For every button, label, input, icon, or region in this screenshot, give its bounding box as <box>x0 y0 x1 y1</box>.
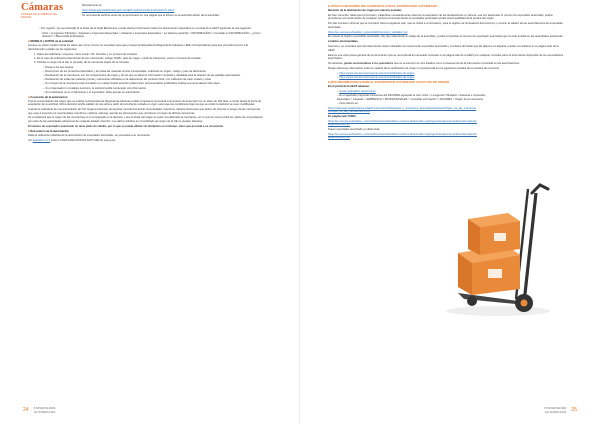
model-list <box>28 53 264 65</box>
camara-link[interactable]: https://www.camara.es/comercio-exterior/certificados-de-origen <box>339 75 415 79</box>
model-sub-item: – Declaración de la mercancía, con los componentes de origen y de los que se dispone información completa y detallada para la relación de las partidas arancelarias. <box>43 74 264 77</box>
revocation-text: Dada la utilización indebida de la autorización de exportador autorizado, se procederá a su revocación. <box>28 134 151 138</box>
subheading-1: Revisión de la declaración de origen por efectos postales <box>328 9 402 13</box>
camara-links <box>328 72 564 79</box>
aeat-list <box>328 90 487 105</box>
model-sub-item: – Si el solicitante no es el fabricante o el exportador, debe aportar su autorización. <box>43 91 264 94</box>
taric-link-2[interactable]: https://ec.europa.eu/taxation_customs/business/calculation-customs-duties/rules-origin/general-aspects-preferential-origin/arrangements-list_en <box>328 133 477 140</box>
model-heading: ■ MODELO y DATOS de la solicitud <box>28 40 73 44</box>
left-footer <box>19 407 56 415</box>
aeat-guide-link[interactable]: Guías publicadas: Exportación <box>339 90 376 94</box>
camara-link[interactable]: https://www.camara.es/comercio-exterior/certificados-de-origen <box>339 71 415 75</box>
subheading-4: En página web TARIC: <box>328 114 357 118</box>
validity-text-2: Cuando el solicitante de una autorización de IVO tenga la intención de exportar mercancías desde otros Estados miembros, deberá observarse que deben de informar el origen de las mercancías que vaya a exportar por esos Estados miembros y deberá, además, aportar los documentos que corroboren el origen de dichas mercancías. <box>28 108 261 115</box>
right-page <box>300 0 600 424</box>
revocation-heading: ■ Revocación de la autorización <box>28 129 69 133</box>
camaras-logo <box>21 2 65 18</box>
intro-link[interactable]: https://www.agenciatributaria.gob.es/AEAT.sede/procedimientoini/GC47.shtml <box>82 8 175 12</box>
right-page-number: 25 <box>571 407 577 414</box>
right-footer-title-1: EXPORTADOR <box>544 406 567 411</box>
left-page-number: 24 <box>23 407 29 414</box>
section-heading-2: ■ MÁS INFORMACIÓN SOBRE EL EXPORTADOR AUTORIZADO A EFECTOS DE ORIGEN <box>328 79 450 84</box>
logo-wordmark: Cámaras <box>21 2 64 13</box>
model-list-item: 3. Solicitar el origen de la UE, si procede, de la mercancía objeto de la consulta. <box>37 61 264 64</box>
aeat-direct-link[interactable]: https://www.agenciatributaria.es/AEAT.internet/Inicio/Aduanas_e_Impuestos_Especiales/Aduanas/Origen_de_las_mercancias/Origen_de_las_mercancias.shtml <box>328 106 477 114</box>
section-heading-1: ■ OTRAS CUESTIONES RELACIONADAS CON EL EXPORTADOR AUTORIZADO <box>328 3 437 8</box>
register-bullet: – Por registro: (se recomienda) Si el titular de la Sede Electrónica, puede obtener información sobre los documentos requeridos en el portal de la AEAT siguiendo la ruta siguiente: <box>39 27 264 30</box>
model-list-item: 1. Datos del solicitante, empresa, razón social, CIF, domicilio y su persona de contacto. <box>37 53 264 56</box>
model-sub-item: – Si el origen de la mercancía está vinculado a un determinado acuerdo preferencial, documentación justificativa relativa a la acumulación del origen. <box>43 82 264 85</box>
model-sub-item: – Pasos a los que aspirar. <box>43 66 264 69</box>
model-sub-item: – Descripción de los productos fabricados y de todas las materias primas incorporadas, indicando su origen, código y país de fabricación. <box>43 70 264 73</box>
left-footer-title-1: EXPORTADOR <box>33 406 56 411</box>
right-column <box>328 3 564 141</box>
aeat-list-item: – En el apartado preguntas frecuentes del INFORMA siguiendo la ruta: Inicio > La Agencia Tributaria > Aduanas e Impuestos Especiales > Aduanas > EMPRESAS Y PROFESIONALES > Consultar información > INFORMA > Origen de la mercancía <box>337 94 487 101</box>
right-footer-title-2: AUTORIZADO <box>544 410 567 415</box>
eori-link[interactable]: https://ec.europa.eu/taxation_customs/dds2/eos/eori_validation.jsp <box>328 30 408 34</box>
right-footer <box>544 407 581 415</box>
logo-tagline: CÁMARA DE COMERCIO DE ESPAÑA <box>21 13 58 19</box>
revocation-ref: Ver apartado 4.1.2 sobre LA DECLARACIÓN EN FACTURA de esta guía. <box>28 138 116 142</box>
validity-text-4: El número de exportador autorizado no tiene plazo de validez, por lo que se puede utilizar sin limitación en el tiempo, salvo que proceda a su revocación. <box>28 124 224 128</box>
box-cart-illustration <box>428 175 578 325</box>
right-text-5: Esta es una vista previa general de la información que se recomienda al interesado consultar en la página web de la AEAT por cualquier consulta sobre la información disponible de los exportadores autorizados. <box>328 53 564 60</box>
subheading-3: En el portal de la AEAT aduanas: <box>328 85 370 89</box>
model-sub-item: – Si el interesado lo considera oportuno, la solicitud podrá contemplar otra información. <box>43 87 264 90</box>
left-column-main <box>28 27 264 144</box>
aeat-list-item: – Inicio directo en: <box>337 102 487 105</box>
box-top <box>468 213 520 255</box>
cart-handle <box>532 185 548 193</box>
validity-text: Tras la comprobación del origen que se solicite, la Dependencia Regional de Aduanas e IIEE competente procederá a la emisión de la decisión en un plazo de 150 días, a contar desde la fecha de aceptación de la solicitud. Dicha decisión tendrá validez de tres años a partir de la fecha de entrada en vigor, salvo que las condiciones bajo las que se emitió la decisión se vean modificadas. <box>28 99 262 107</box>
right-text-6: No obstante, puede recomendarse a los operadores que se encuentren en dos listados como consecuencia de la información contenida en las autorizaciones. <box>328 61 520 65</box>
left-column <box>82 4 262 19</box>
model-text: Aunque no existe modelo oficial los datos que como mínimo se necesitan para que procese la Dependencia Regional de Aduanas e IIEE correspondiente para que proceda al envío a la Administración podrán ser los siguientes: <box>28 44 248 51</box>
right-text-3: En cuanto al registro exportador autorizado, hay que seleccionar el código de la autoridad, y podrá comprobar el número de exportador autorizado que ha sido emitido en las autoridades aduaneras. <box>328 35 564 39</box>
model-sub-item: – Declaración de todas las materias primas y elementos utilizados en la elaboración del producto final, con indicación de valor unitario y total. <box>43 78 264 81</box>
illustration-shadow <box>446 306 550 316</box>
taric-link[interactable]: https://ec.europa.eu/taxation_customs/business/calculation-customs-duties/rules-origin/general-aspects-preferential-origin/arrangements-list_en <box>328 119 477 127</box>
subheading-2: Listados documentales <box>328 40 358 44</box>
left-footer-title-2: AUTORIZADO <box>33 410 56 415</box>
intro-text-2: Se recomienda verificar antes de proporcionarlo en una página que el fichero es la autoinformación de la autoridad: <box>82 13 220 17</box>
register-route: Inicio > la Agencia Tributaria > Aduanas e Impuestos Especiales > Aduanas e Impuestos Especiales > La aduana española > INFORMACIÓN > Consultar su INFORMACIÓN > ¿Cómo obtener? > Bienvenida al Ministerio <box>42 31 261 39</box>
right-text-2: Por ello conviene informar que la Comisión hace la siguiente web, que se indica a continuación, para el registro de Operadores Económicos y conocer la validez de las autorizaciones del exportador autorizado: <box>328 22 563 29</box>
cart-wheel-small <box>467 296 477 306</box>
taric-text: Nuevo exportador autorizado en dicha lista: <box>328 128 380 132</box>
validity-text-3: Se considerará que el origen de las mercancías es el consignado en la decisión y que el titular del origen es quien ha elaborado la mercancía, por lo que la misma podrá ser objeto de comprobación por parte de las autoridades aduaneras de cualquier Estado miembro. Los datos incluidos en el certificado de origen de la UE no pueden alterarse. <box>28 116 263 123</box>
right-text-7: Puede obtenerse información sobre la materia de la certificación de origen no preferencial en los siguientes portales de la Cámara de Comercio: <box>328 66 500 70</box>
model-sublist <box>28 66 264 94</box>
model-list-item: 2. En el caso de solicitud la descripción de las mercancías, código TARIC, país de origen, medio de transporte, puerto o frontera de entrada. <box>37 57 264 60</box>
right-text-4: Asimismo, se considera que las listas donde vienen indicados los números de exportador autorizado y los datos del titular que las dispone en España, pueden consultarse en la página web de la AEAT. <box>328 45 559 52</box>
validity-heading: ■ Concesión de la autorización <box>28 95 68 99</box>
revocation-link[interactable]: apartado 4.1.2 <box>32 138 51 142</box>
right-text-1: Es bien conocido, hasta que la Comisión, tratándose necesariamente antes de la aceptación de las declaraciones en factura, una vez alcanzado el número de exportador autorizado, podría procederse a la reclamación de cualquier proceso comercial donde el exportador autorizado tendrá responsabilidad de la prueba del origen. <box>328 13 553 21</box>
intro-text: Directamente en: <box>82 4 103 7</box>
